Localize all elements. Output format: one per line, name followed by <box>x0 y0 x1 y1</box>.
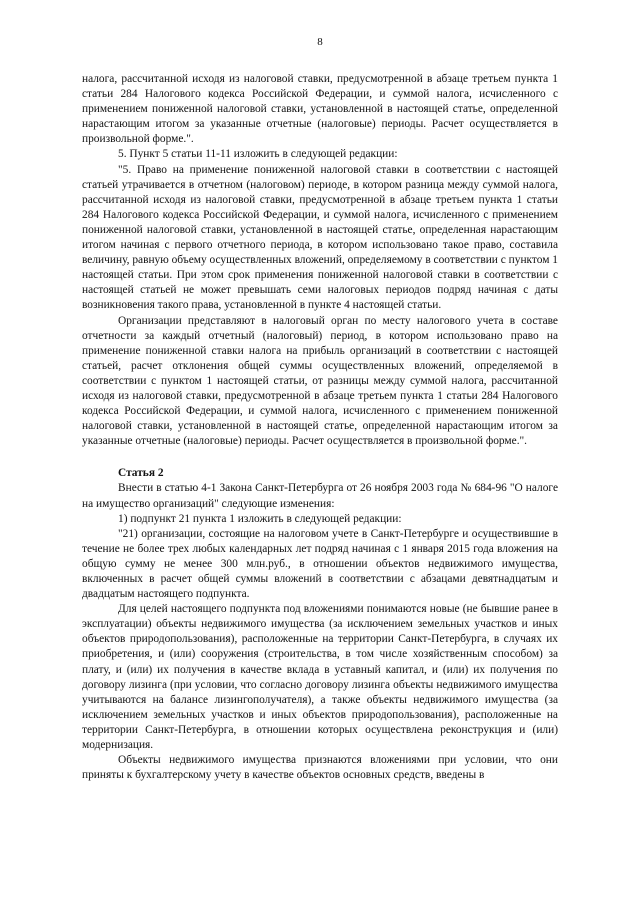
paragraph-recognition: Объекты недвижимого имущества признаются вложениями при условии, что они приняты к бухгалтерскому учету в качестве объектов основных средств, введены в <box>82 754 558 782</box>
paragraph-subitem-21: "21) организации, состоящие на налоговом учете в Санкт-Петербурге и осуществившие в течение не более трех любых календарных лет подряд начиная с 1 января 2015 года вложения на общую сумму не менее 300 млн.руб., в отношении объектов недвижимого имущества, включенных в расчет общей суммы вложений в соответствии с абзацами девятнадцатым и двадцатым настоящего подпункта. <box>82 527 558 601</box>
paragraph-investments-definition: Для целей настоящего подпункта под вложениями понимаются новые (не бывшие ранее в эксплуатации) объекты недвижимого имущества (за исключением земельных участков и иных объектов природопользования), расположенные на территории Санкт-Петербурга, в случаях их приобретения, и (или) сооружения (строительства, в том числе хозяйственным способом) за плату, и (или) их получения в качестве вклада в уставный капитал, и (или) их получения по договору лизинга (при условии, что согласно договору лизинга объекты недвижимого имущества учитываются на балансе лизингополучателя), а также объекты недвижимого имущества (за исключением земельных участков и иных объектов природопользования), расположенные на территории Санкт-Петербурга, в отношении которых осуществлена реконструкция и (или) модернизация. <box>82 603 558 752</box>
paragraph-item-5-intro: 5. Пункт 5 статьи 11-11 изложить в следующей редакции: <box>118 148 398 161</box>
paragraph-continuation: налога, рассчитанной исходя из налоговой ставки, предусмотренной в абзаце третьем пункта 1 статьи 284 Налогового кодекса Российской Федерации, и суммой налога, исчисленного с применением пониженной налоговой ставки, установленной в настоящей статье, определенной нарастающим итогом за указанные отчетные (налоговые) периоды. Расчет осуществляется в произвольной форме.". <box>82 73 558 146</box>
document-body <box>82 72 558 783</box>
article-heading: Статья 2 <box>118 467 164 480</box>
paragraph-reporting: Организации представляют в налоговый орган по месту налогового учета в составе отчетности за каждый отчетный (налоговый) период, в котором использовано право на применение пониженной ставки налога на прибыль организаций в соответствии с настоящей статьей, расчет отклонения общей суммы осуществленных вложений, определяемой в соответствии с пунктом 1 настоящей статьи, от разницы между суммой налога, рассчитанной исходя из налоговой ставки, предусмотренной в абзаце третьем пункта 1 статьи 284 Налогового кодекса Российской Федерации, и суммой налога, исчисленного с применением пониженной налоговой ставки, установленной в настоящей статье, определенной нарастающим итогом за указанные отчетные (налоговые) периоды. Расчет осуществляется в произвольной форме.". <box>82 314 558 448</box>
paragraph-subitem-1: 1) подпункт 21 пункта 1 изложить в следующей редакции: <box>118 512 402 525</box>
paragraph-item-5-text: "5. Право на применение пониженной налоговой ставки в соответствии с настоящей статьей утрачивается в отчетном (налоговом) периоде, в котором разница между суммой налога, рассчитанной исходя из налоговой ставки, предусмотренной в абзаце третьем пункта 1 статьи 284 Налогового кодекса Российской Федерации, и суммой налога, исчисленного с применением пониженной налоговой ставки, установленной в настоящей статье, определенная нарастающим итогом начиная с первого отчетного периода, в котором использовано такое право, составила величину, равную объему осуществленных вложений, определяемому в соответствии с пунктом 1 настоящей статьи. При этом срок применения пониженной налоговой ставки в соответствии с настоящей статьей не может превышать семи налоговых периодов подряд начиная с даты возникновения такого права, установленной в пункте 4 настоящей статьи. <box>82 163 558 312</box>
spacer <box>82 449 558 466</box>
page-number: 8 <box>317 36 323 48</box>
paragraph-article2-intro: Внести в статью 4-1 Закона Санкт-Петербурга от 26 ноября 2003 года № 684-96 "О налоге на имущество организаций" следующие изменения: <box>82 482 558 510</box>
